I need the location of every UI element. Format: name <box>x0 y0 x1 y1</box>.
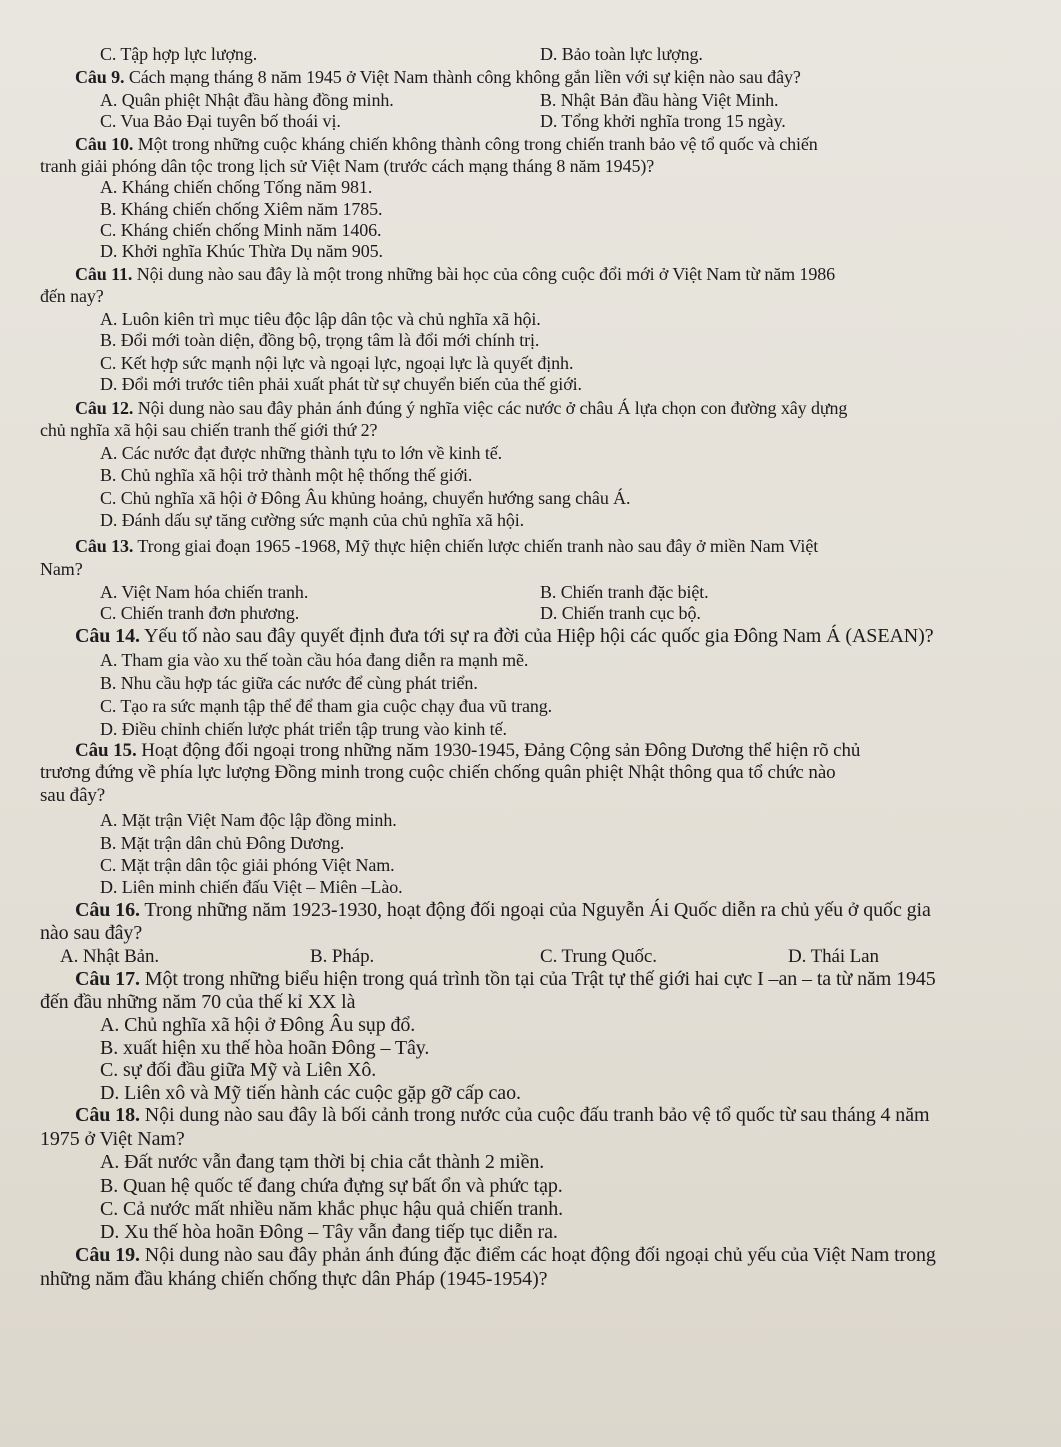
answer-option: C. Chủ nghĩa xã hội ở Đông Âu khủng hoảng, chuyển hướng sang châu Á. <box>100 488 631 508</box>
question-text: Nội dung nào sau đây phản ánh đúng đặc điểm các hoạt động đối ngoại chủ yếu của Việt Nam trong <box>139 1244 936 1266</box>
answer-option: D. Đánh dấu sự tăng cường sức mạnh của chủ nghĩa xã hội. <box>100 510 525 530</box>
answer-option: C. Chiến tranh đơn phương. <box>100 603 300 623</box>
answer-option: C. Mặt trận dân tộc giải phóng Việt Nam. <box>100 855 395 875</box>
question-stem <box>75 1244 936 1266</box>
question-number: Câu 13. <box>75 536 134 556</box>
question-stem <box>75 397 847 419</box>
question-text: Nội dung nào sau đây là một trong những bài học của công cuộc đổi mới ở Việt Nam từ năm 1986 <box>132 264 836 284</box>
question-stem <box>75 535 818 557</box>
question-number: Câu 18. <box>75 1104 140 1126</box>
answer-option: C. sự đối đầu giữa Mỹ và Liên Xô. <box>100 1059 377 1081</box>
answer-option: C. Vua Bảo Đại tuyên bố thoái vị. <box>100 111 341 131</box>
question-stem <box>75 133 818 155</box>
answer-option: D. Điều chỉnh chiến lược phát triển tập trung vào kinh tế. <box>100 719 507 739</box>
answer-option: D. Thái Lan <box>788 946 879 967</box>
question-text: Trong những năm 1923-1930, hoạt động đối ngoại của Nguyễn Ái Quốc diễn ra chủ yếu ở quốc gia <box>139 899 931 921</box>
question-text-continued: đến đầu những năm 70 của thế kỉ XX là <box>40 991 356 1013</box>
answer-option: A. Nhật Bản. <box>60 946 160 967</box>
answer-option-row <box>100 43 1000 65</box>
answer-option: A. Mặt trận Việt Nam độc lập đồng minh. <box>100 810 397 830</box>
question-text-continued: tranh giải phóng dân tộc trong lịch sử Việt Nam (trước cách mạng tháng 8 năm 1945)? <box>40 156 655 176</box>
question-text-continued: đến nay? <box>40 286 104 306</box>
answer-option-row <box>100 110 1000 132</box>
question-text: Yếu tố nào sau đây quyết định đưa tới sự ra đời của Hiệp hội các quốc gia Đông Nam Á (ASEAN)? <box>139 625 934 647</box>
question-text: Trong giai đoạn 1965 -1968, Mỹ thực hiện chiến lược chiến tranh nào sau đây ở miền Nam Việt <box>133 536 819 556</box>
answer-option: B. Chiến tranh đặc biệt. <box>540 582 709 602</box>
question-number: Câu 14. <box>75 625 140 647</box>
answer-option: B. Nhu cầu hợp tác giữa các nước để cùng phát triển. <box>100 673 478 693</box>
answer-option: D. Khởi nghĩa Khúc Thừa Dụ năm 905. <box>100 241 383 261</box>
answer-option: B. Đổi mới toàn diện, đồng bộ, trọng tâm là đổi mới chính trị. <box>100 330 540 350</box>
answer-option: D. Xu thế hòa hoãn Đông – Tây vẫn đang tiếp tục diễn ra. <box>100 1221 558 1243</box>
answer-option: A. Đất nước vẫn đang tạm thời bị chia cắt thành 2 miền. <box>100 1151 545 1173</box>
question-stem <box>75 625 933 647</box>
answer-option: A. Kháng chiến chống Tống năm 981. <box>100 177 373 197</box>
question-text-continued: 1975 ở Việt Nam? <box>40 1128 185 1150</box>
question-number: Câu 9. <box>75 67 125 87</box>
question-text: Một trong những biểu hiện trong quá trình tồn tại của Trật tự thế giới hai cực I –an – ta từ năm 1945 <box>139 968 936 990</box>
question-stem <box>75 740 860 762</box>
answer-option: D. Đổi mới trước tiên phải xuất phát từ sự chuyển biến của thế giới. <box>100 374 582 394</box>
question-text: Một trong những cuộc kháng chiến không thành công trong chiến tranh bảo vệ tổ quốc và chiến <box>133 134 818 154</box>
question-stem <box>75 263 835 285</box>
question-stem <box>75 968 936 990</box>
answer-option: D. Bảo toàn lực lượng. <box>540 44 703 64</box>
question-text-continued: Nam? <box>40 559 83 579</box>
answer-option: C. Cả nước mất nhiều năm khắc phục hậu quả chiến tranh. <box>100 1198 563 1220</box>
answer-option: B. Quan hệ quốc tế đang chứa đựng sự bất ổn và phức tạp. <box>100 1175 563 1197</box>
question-text: Nội dung nào sau đây phản ánh đúng ý nghĩa việc các nước ở châu Á lựa chọn con đường xây dựng <box>133 398 848 418</box>
answer-option: C. Tạo ra sức mạnh tập thể để tham gia cuộc chạy đua vũ trang. <box>100 696 553 716</box>
question-stem <box>75 1104 929 1126</box>
question-number: Câu 19. <box>75 1244 140 1266</box>
answer-option: C. Trung Quốc. <box>540 946 657 967</box>
answer-option-row <box>100 89 1000 111</box>
answer-option: A. Quân phiệt Nhật đầu hàng đồng minh. <box>100 90 394 110</box>
answer-option: D. Tổng khởi nghĩa trong 15 ngày. <box>540 111 786 131</box>
question-number: Câu 11. <box>75 264 133 284</box>
answer-option: A. Các nước đạt được những thành tựu to lớn về kinh tế. <box>100 443 503 463</box>
question-text: Nội dung nào sau đây là bối cảnh trong nước của cuộc đấu tranh bảo vệ tổ quốc từ sau tháng 4 năm <box>139 1104 930 1126</box>
answer-option: A. Việt Nam hóa chiến tranh. <box>100 582 309 602</box>
answer-option: D. Liên xô và Mỹ tiến hành các cuộc gặp gỡ cấp cao. <box>100 1082 521 1104</box>
answer-option: A. Chủ nghĩa xã hội ở Đông Âu sụp đổ. <box>100 1014 416 1036</box>
answer-option: D. Liên minh chiến đấu Việt – Miên –Lào. <box>100 877 403 897</box>
question-text-continued: chủ nghĩa xã hội sau chiến tranh thế giới thứ 2? <box>40 420 378 440</box>
answer-option: C. Kết hợp sức mạnh nội lực và ngoại lực, ngoại lực là quyết định. <box>100 353 574 373</box>
question-text-continued: trương đứng về phía lực lượng Đồng minh trong cuộc chiến chống quân phiệt Nhật thông qua tổ chức nào <box>40 762 836 783</box>
question-text: Hoạt động đối ngoại trong những năm 1930-1945, Đảng Cộng sản Đông Dương thể hiện rõ chủ <box>136 740 861 761</box>
question-number: Câu 17. <box>75 968 140 990</box>
question-number: Câu 10. <box>75 134 134 154</box>
question-text-continued: sau đây? <box>40 785 106 806</box>
question-number: Câu 16. <box>75 899 140 921</box>
answer-option: B. Pháp. <box>310 946 375 967</box>
question-stem <box>75 899 931 921</box>
answer-option-row <box>100 602 1000 624</box>
answer-option: B. Chủ nghĩa xã hội trở thành một hệ thống thế giới. <box>100 465 473 485</box>
answer-option: A. Luôn kiên trì mục tiêu độc lập dân tộc và chủ nghĩa xã hội. <box>100 309 541 329</box>
answer-option: B. Nhật Bản đầu hàng Việt Minh. <box>540 90 779 110</box>
question-number: Câu 12. <box>75 398 134 418</box>
answer-option: C. Kháng chiến chống Minh năm 1406. <box>100 220 382 240</box>
question-text: Cách mạng tháng 8 năm 1945 ở Việt Nam thành công không gắn liền với sự kiện nào sau đây? <box>124 67 801 87</box>
question-text-continued: nào sau đây? <box>40 922 143 944</box>
question-text-continued: những năm đầu kháng chiến chống thực dân Pháp (1945-1954)? <box>40 1268 548 1290</box>
answer-option: B. Mặt trận dân chủ Đông Dương. <box>100 833 345 853</box>
question-number: Câu 15. <box>75 740 137 761</box>
answer-option: C. Tập hợp lực lượng. <box>100 44 258 64</box>
answer-option: A. Tham gia vào xu thế toàn cầu hóa đang diễn ra mạnh mẽ. <box>100 650 529 670</box>
answer-option: B. xuất hiện xu thế hòa hoãn Đông – Tây. <box>100 1037 430 1059</box>
question-stem <box>75 66 801 88</box>
answer-option: B. Kháng chiến chống Xiêm năm 1785. <box>100 199 383 219</box>
answer-option: D. Chiến tranh cục bộ. <box>540 603 701 623</box>
answer-option-row <box>100 581 1000 603</box>
